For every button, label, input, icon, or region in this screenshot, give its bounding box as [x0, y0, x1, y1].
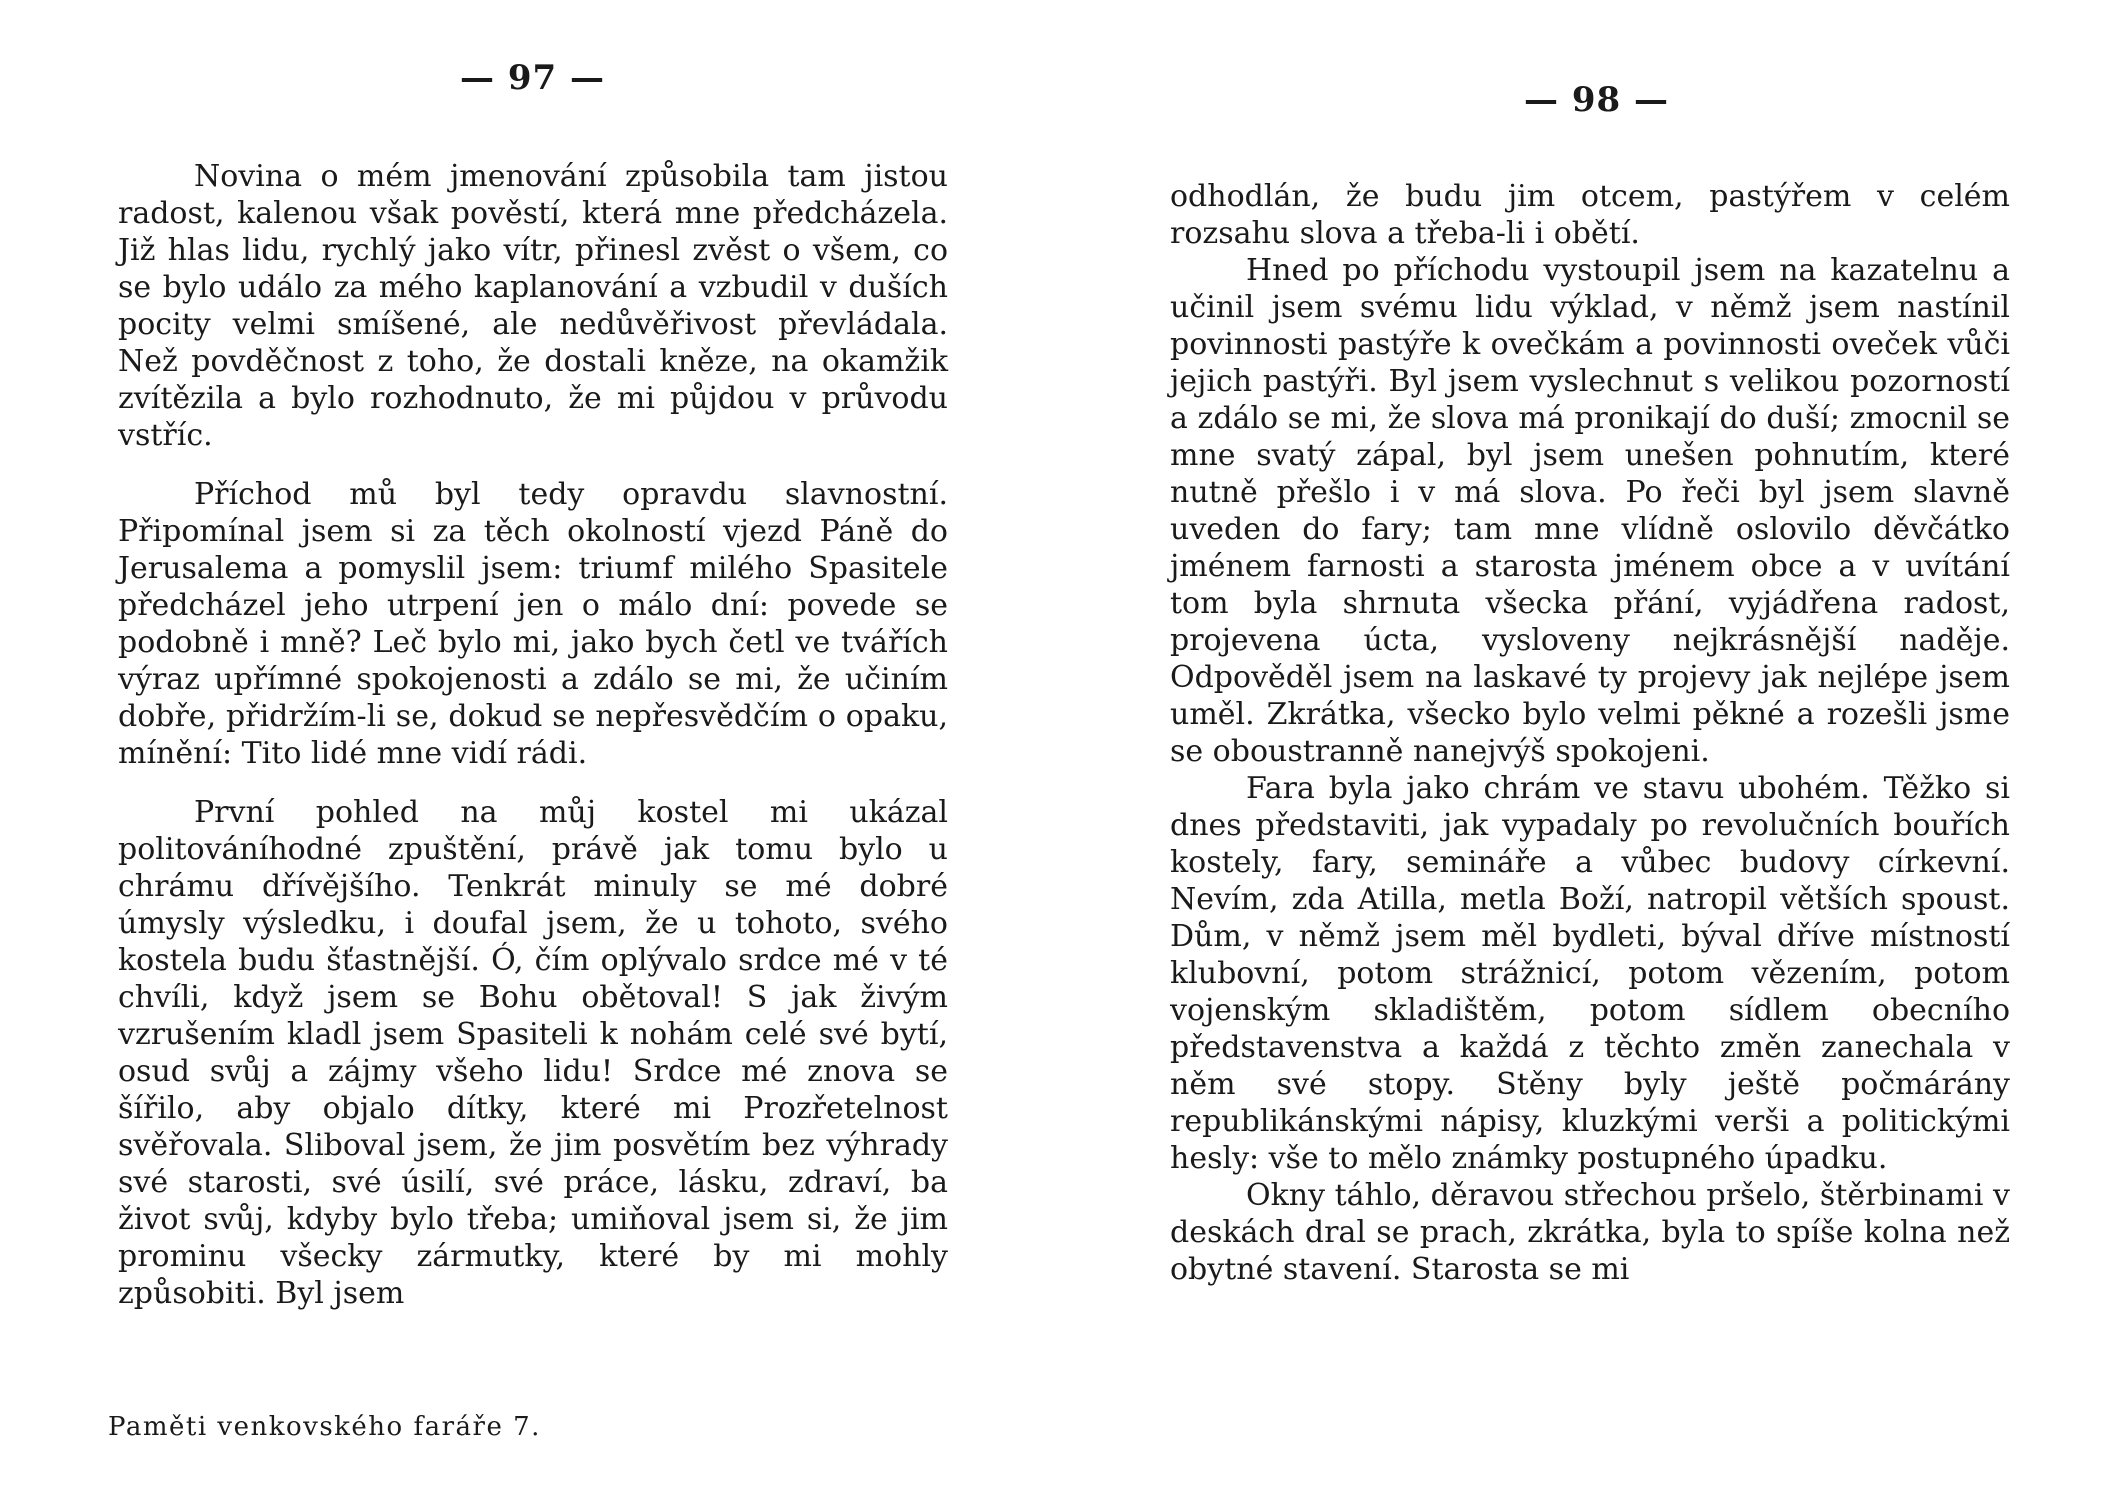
paragraph: Okny táhlo, děravou střechou pršelo, štěrbinami v deskách dral se prach, zkrátka, byla to spíše kolna než obytné stavení. Starosta se mi: [1170, 1178, 2010, 1287]
right-page: [1054, 0, 2108, 1500]
page-number: — 98 —: [1524, 80, 1669, 120]
page-number: — 97 —: [460, 58, 605, 98]
paragraph: Fara byla jako chrám ve stavu ubohém. Těžko si dnes představiti, jak vypadaly po revolučních bouřích kostely, fary, semináře a vůbec budovy církevní. Nevím, zda Atilla, metla Boží, natropil větších spoust. Dům, v němž jsem měl bydleti, býval dříve místností klubovní, potom strážnicí, potom vězením, potom vojenským skladištěm, potom sídlem obecního představenstva a každá z těchto změn zanechala v něm své stopy. Stěny byly ještě počmárány republikánskými nápisy, kluzkými verši a politickými hesly: vše to mělo známky postupného úpadku.: [1170, 771, 2010, 1176]
paragraph: odhodlán, že budu jim otcem, pastýřem v celém rozsahu slova a třeba-li i obětí.: [1170, 179, 2010, 251]
body-text: [118, 158, 948, 1312]
body-text: [1170, 178, 2010, 1288]
paragraph: Hned po příchodu vystoupil jsem na kazatelnu a učinil jsem svému lidu výklad, v němž jsem nastínil povinnosti pastýře k ovečkám a povinnosti oveček vůči jejich pastýři. Byl jsem vyslechnut s velikou pozorností a zdálo se mi, že slova má pronikají do duší; zmocnil se mne svatý zápal, byl jsem unešen pohnutím, které nutně přešlo i v má slova. Po řeči byl jsem slavně uveden do fary; tam mne vlídně oslovilo děvčátko jménem farnosti a starosta jménem obce a v uvítání tom byla shrnuta všecka přání, vyjádřena radost, projevena úcta, vysloveny nejkrásnější naděje. Odpověděl jsem na laskavé ty projevy jak nejlépe jsem uměl. Zkrátka, všecko bylo velmi pěkné a rozešli jsme se oboustranně nanejvýš spokojeni.: [1170, 253, 2010, 769]
paragraph: Příchod mů byl tedy opravdu slavnostní. Připomínal jsem si za těch okolností vjezd Páně do Jerusalema a pomyslil jsem: triumf milého Spasitele předcházel jeho utrpení jen o málo dní: povede se podobně i mně? Leč bylo mi, jako bych četl ve tvářích výraz upřímné spokojenosti a zdálo se mi, že učiním dobře, přidržím-li se, dokud se nepřesvědčím o opaku, mínění: Tito lidé mne vidí rádi.: [118, 477, 948, 771]
paragraph: První pohled na můj kostel mi ukázal politováníhodné zpuštění, právě jak tomu bylo u chrámu dřívějšího. Tenkrát minuly se mé dobré úmysly výsledku, i doufal jsem, že u tohoto, svého kostela budu šťastnější. Ó, čím oplývalo srdce mé v té chvíli, když jsem se Bohu obětoval! S jak živým vzrušením kladl jsem Spasiteli k nohám celé své bytí, osud svůj a zájmy všeho lidu! Srdce mé znova se šířilo, aby objalo dítky, které mi Prozřetelnost svěřovala. Sliboval jsem, že jim posvětím bez výhrady své starosti, své úsilí, své práce, lásku, zdraví, ba život svůj, kdyby bylo třeba; umiňoval jsem si, že jim prominu všecky zármutky, které by mi mohly způsobiti. Byl jsem: [118, 795, 948, 1311]
page-footer: Paměti venkovského faráře 7.: [108, 1412, 541, 1442]
paragraph: Novina o mém jmenování způsobila tam jistou radost, kalenou však pověstí, která mne předcházela. Již hlas lidu, rychlý jako vítr, přinesl zvěst o všem, co se bylo událo za mého kaplanování a vzbudil v duších pocity velmi smíšené, ale nedůvěřivost převládala. Než povděčnost z toho, že dostali kněze, na okamžik zvítězila a bylo rozhodnuto, že mi půjdou v průvodu vstříc.: [118, 159, 948, 453]
